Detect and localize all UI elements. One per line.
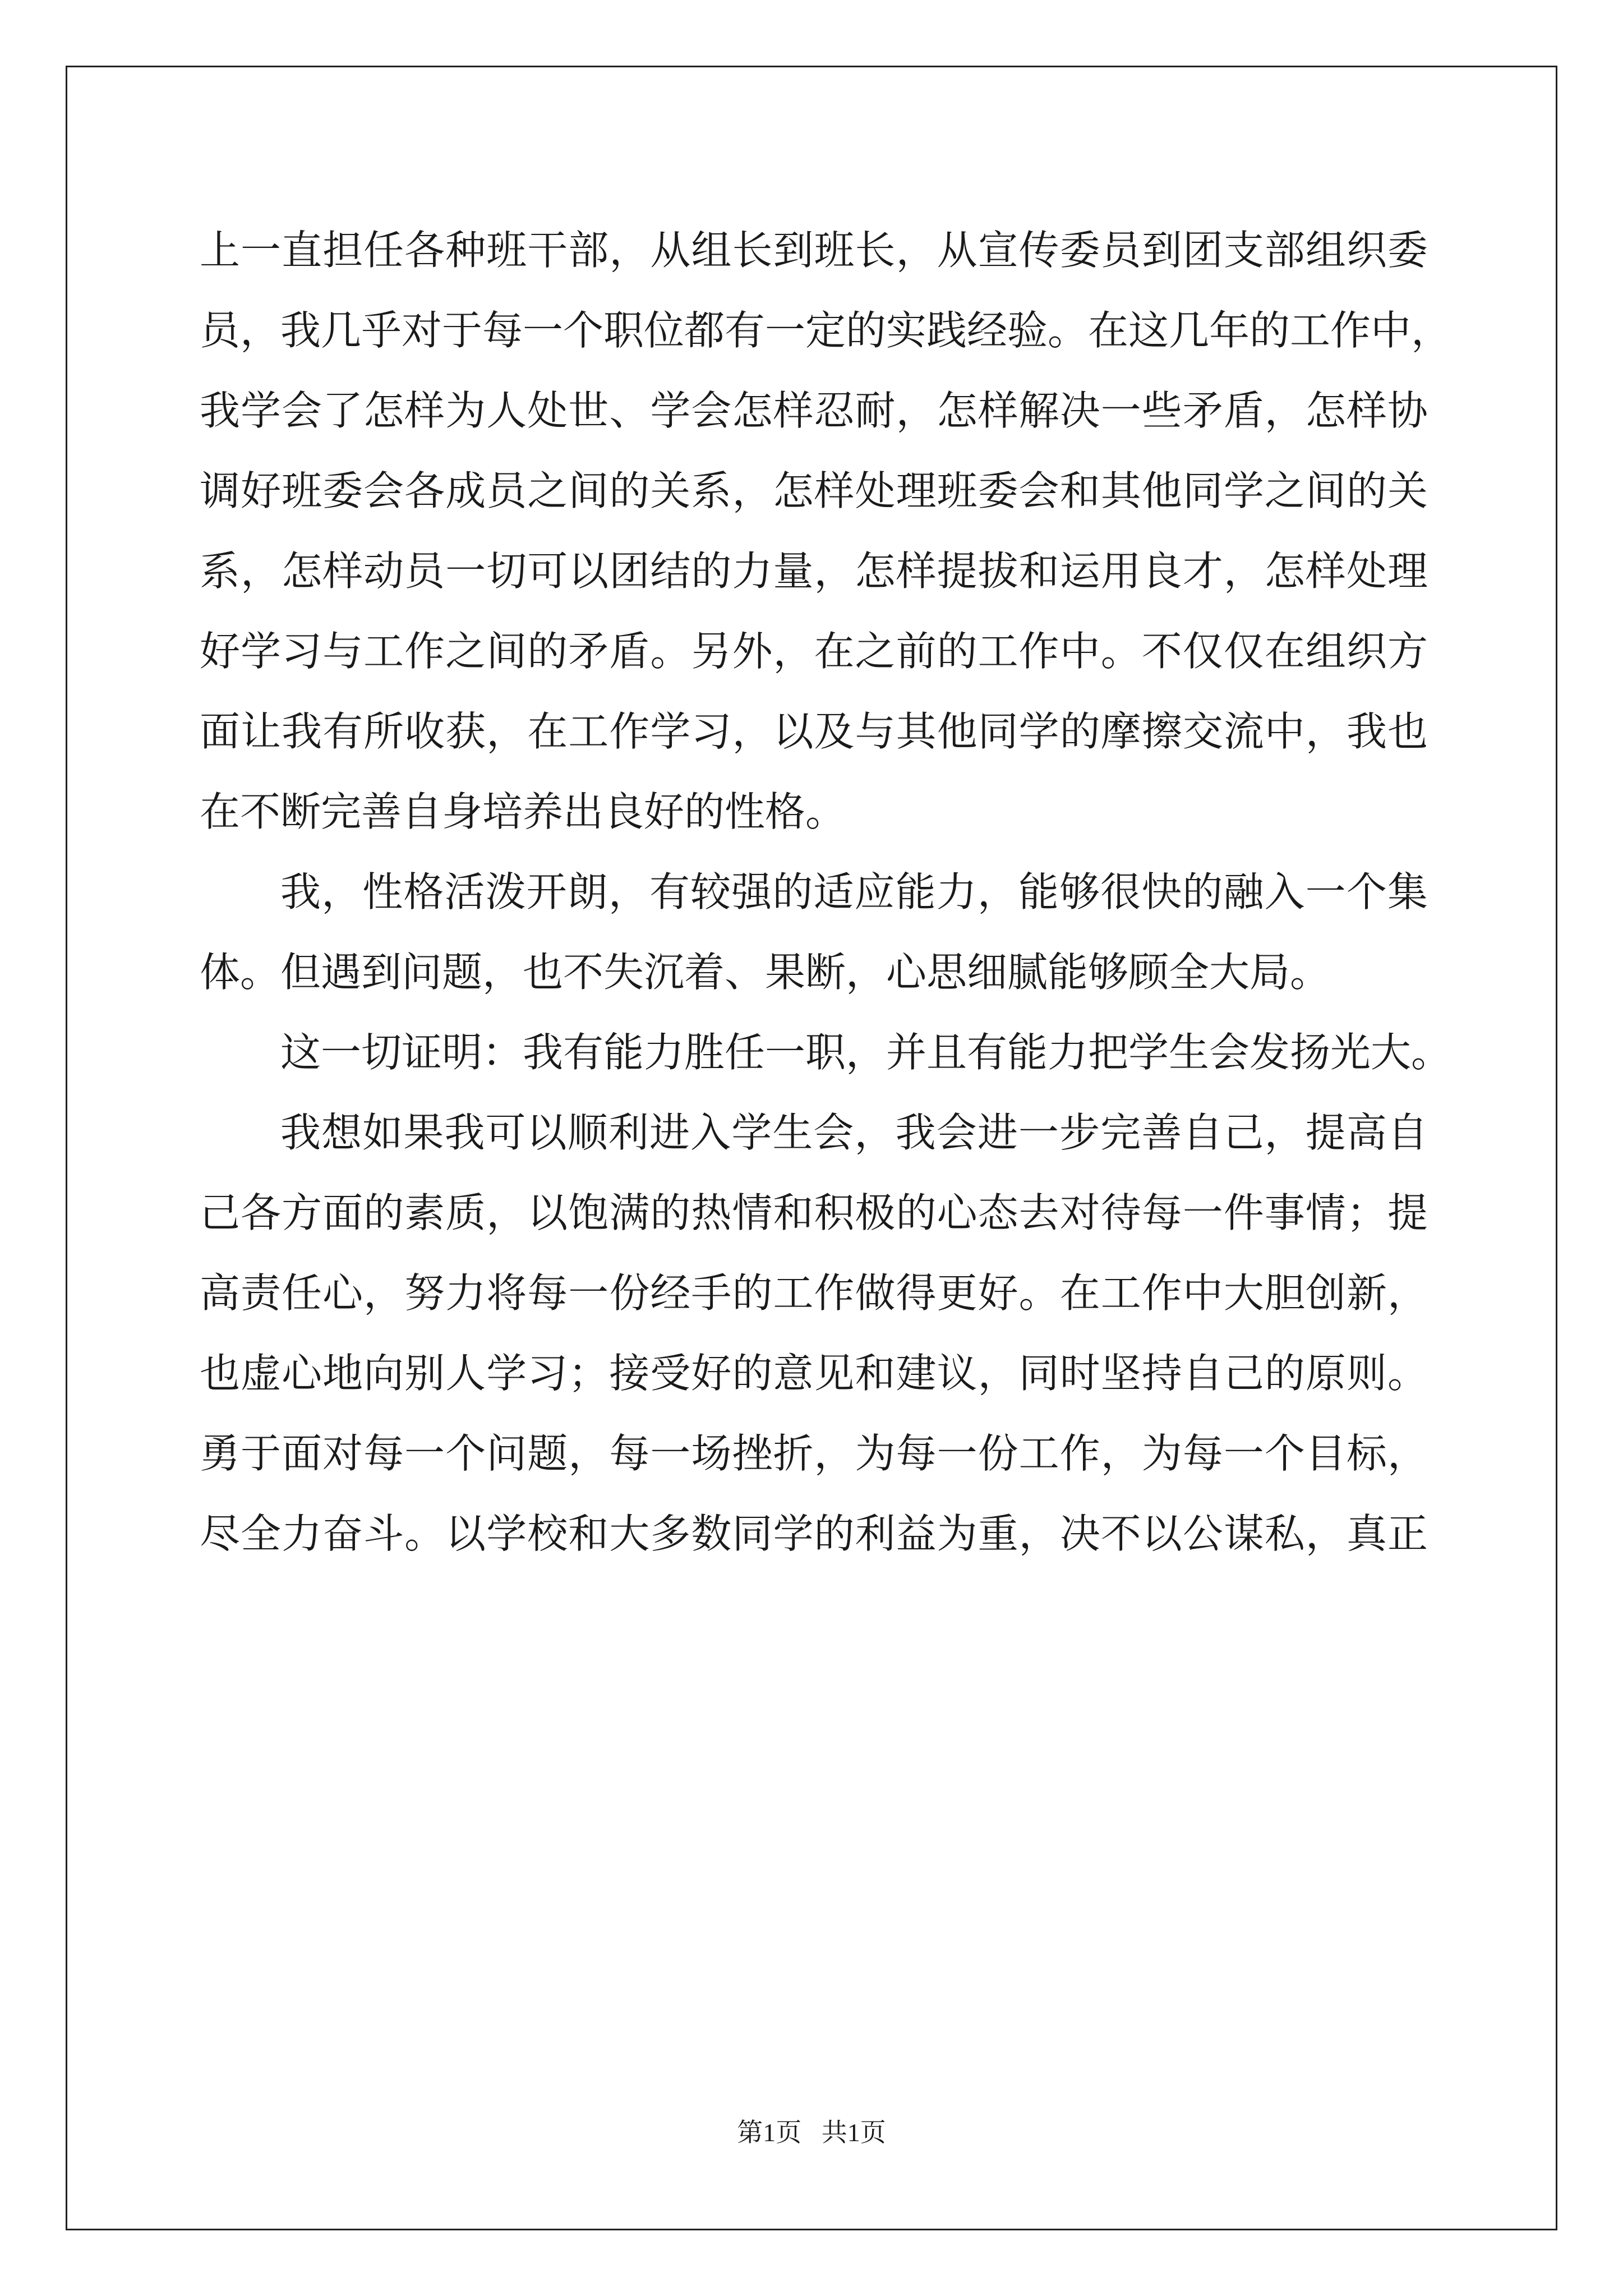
text-line: 员，我几乎对于每一个职位都有一定的实践经验。在这几年的工作中， (200, 307, 1452, 354)
text-line: 体。但遇到问题，也不失沉着、果断，心思细腻能够顾全大局。 (200, 949, 1331, 996)
text-line: 我想如果我可以顺利进入学生会，我会进一步完善自己，提高自 (280, 1109, 1428, 1156)
text-line: 己各方面的素质，以饱满的热情和积极的心态去对待每一件事情；提 (200, 1189, 1428, 1236)
text-line: 尽全力奋斗。以学校和大多数同学的利益为重，决不以公谋私，真正 (200, 1510, 1428, 1557)
text-line: 好学习与工作之间的矛盾。另外，在之前的工作中。不仅仅在组织方 (200, 628, 1428, 675)
text-line: 高责任心，努力将每一份经手的工作做得更好。在工作中大胆创新， (200, 1269, 1428, 1317)
page-number: 第1页 (737, 2118, 802, 2147)
text-line: 勇于面对每一个问题，每一场挫折，为每一份工作，为每一个目标， (200, 1430, 1428, 1477)
text-line: 面让我有所收获，在工作学习，以及与其他同学的摩擦交流中，我也 (200, 708, 1428, 755)
text-line: 系，怎样动员一切可以团结的力量，怎样提拔和运用良才，怎样处理 (200, 547, 1428, 595)
document-body (200, 210, 1452, 1574)
text-line: 这一切证明：我有能力胜任一职，并且有能力把学生会发扬光大。 (280, 1029, 1452, 1076)
page-footer (0, 2116, 1623, 2150)
text-line: 我，性格活泼开朗，有较强的适应能力，能够很快的融入一个集 (280, 868, 1428, 915)
text-line: 上一直担任各种班干部，从组长到班长，从宣传委员到团支部组织委 (200, 227, 1428, 274)
text-line: 调好班委会各成员之间的关系，怎样处理班委会和其他同学之间的关 (200, 467, 1428, 514)
text-line: 也虚心地向别人学习；接受好的意见和建议，同时坚持自己的原则。 (200, 1350, 1428, 1397)
text-line: 我学会了怎样为人处世、学会怎样忍耐，怎样解决一些矛盾，怎样协 (200, 387, 1428, 434)
text-line: 在不断完善自身培养出良好的性格。 (200, 788, 846, 835)
page-total: 共1页 (821, 2118, 886, 2147)
